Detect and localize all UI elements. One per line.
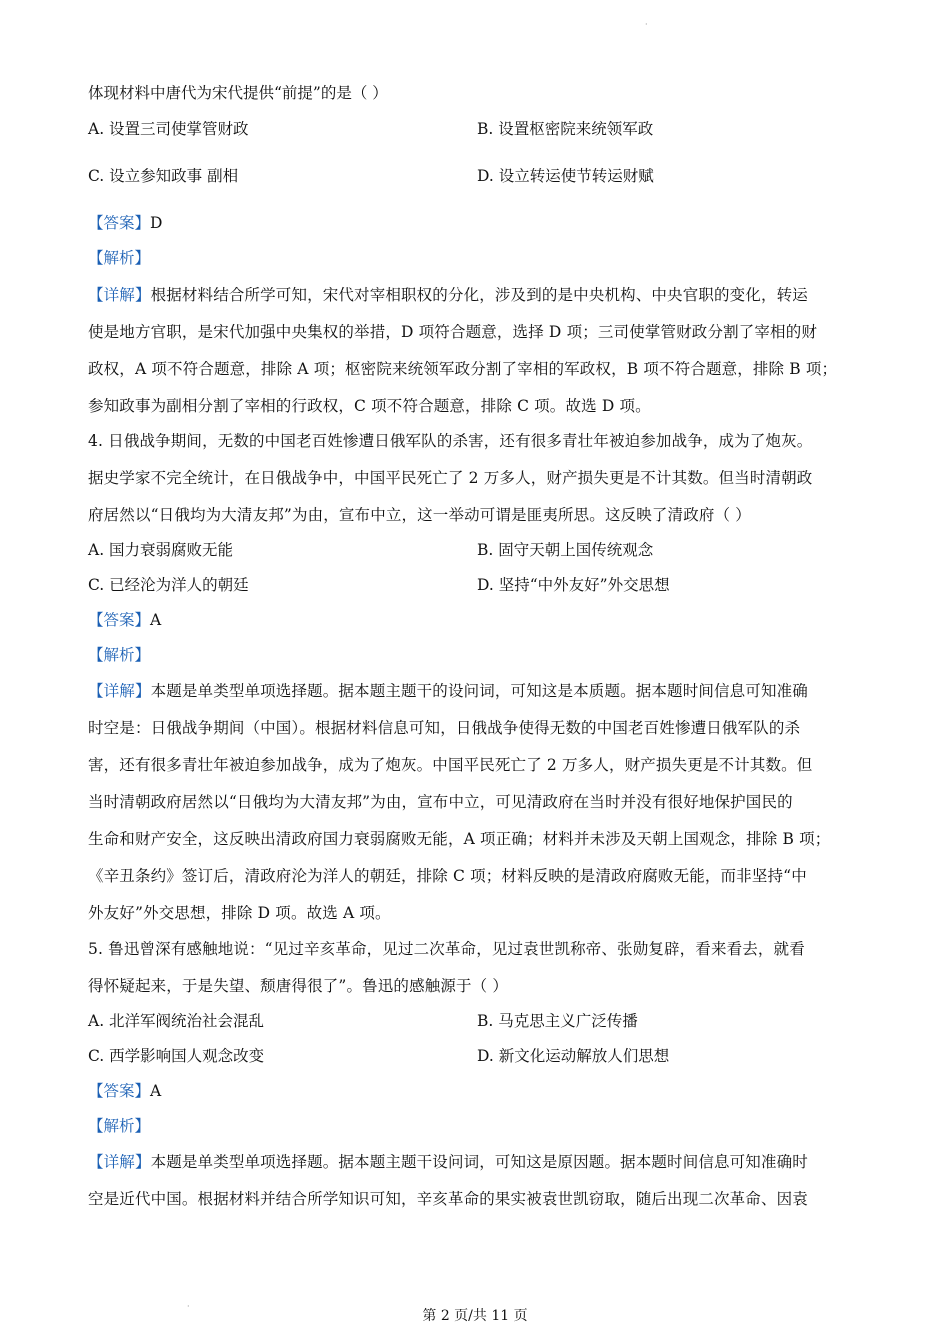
q3-answer xyxy=(88,211,162,233)
q4-option-a: A. 国力衰弱腐败无能 xyxy=(88,541,234,559)
page-number: 第 2 页/共 11 页 xyxy=(422,1308,528,1324)
detail-text: 本题是单类型单项选择题。据本题主题干的设问词，可知这是本质题。据本题时间信息可知准确 xyxy=(150,682,808,700)
q3-option-d: D. 设立转运使节转运财赋 xyxy=(477,167,654,185)
q5-option-c: C. 西学影响国人观念改变 xyxy=(88,1047,265,1065)
q5-detail-line xyxy=(88,1150,808,1172)
q3-detail-line: 参知政事为副相分割了宰相的行政权，C 项不符合题意，排除 C 项。故选 D 项。 xyxy=(88,397,651,415)
q3-option-a: A. 设置三司使掌管财政 xyxy=(88,120,249,138)
q5-stem-line: 得怀疑起来，于是失望、颓唐得很了”。鲁迅的感触源于（ ） xyxy=(88,977,509,995)
page-speck: · xyxy=(187,1302,190,1311)
q5-analysis-tag: 【解析】 xyxy=(88,1117,151,1135)
answer-value: A xyxy=(150,611,162,629)
q5-answer xyxy=(88,1079,161,1101)
q3-stem: 体现材料中唐代为宋代提供“前提”的是（ ） xyxy=(88,84,388,102)
q4-stem-line: 据史学家不完全统计，在日俄战争中，中国平民死亡了 2 万多人，财产损失更是不计其数。但当时清朝政 xyxy=(88,469,813,487)
q5-option-d: D. 新文化运动解放人们思想 xyxy=(477,1047,670,1065)
q5-option-b: B. 马克思主义广泛传播 xyxy=(477,1012,638,1030)
answer-value: A xyxy=(150,1082,162,1100)
q5-stem-line: 5. 鲁迅曾深有感触地说：“见过辛亥革命，见过二次革命，见过袁世凯称帝、张勋复辟，看来看去，就看 xyxy=(88,940,805,958)
q4-detail-line: 当时清朝政府居然以“日俄均为大清友邦”为由，宣布中立，可见清政府在当时并没有很好地保护国民的 xyxy=(88,793,793,811)
q4-detail-line: 时空是：日俄战争期间（中国）。根据材料信息可知，日俄战争使得无数的中国老百姓惨遭日俄军队的杀 xyxy=(88,719,801,737)
detail-tag: 【详解】 xyxy=(88,682,151,700)
q4-detail-line: 外友好”外交思想，排除 D 项。故选 A 项。 xyxy=(88,904,391,922)
detail-text: 根据材料结合所学可知，宋代对宰相职权的分化，涉及到的是中央机构、中央官职的变化，转运 xyxy=(150,286,808,304)
q4-stem-line: 4. 日俄战争期间，无数的中国老百姓惨遭日俄军队的杀害，还有很多青壮年被迫参加战争，成为了炮灰。 xyxy=(88,432,813,450)
answer-tag: 【答案】 xyxy=(88,611,151,629)
q3-detail-line xyxy=(88,283,808,305)
q4-option-c: C. 已经沦为洋人的朝廷 xyxy=(88,576,249,594)
q4-detail-line: 生命和财产安全，这反映出清政府国力衰弱腐败无能，A 项正确；材料并未涉及天朝上国观念，排除 B 项； xyxy=(88,830,831,848)
q3-detail-line: 政权，A 项不符合题意，排除 A 项；枢密院来统领军政分割了宰相的军政权，B 项不符合题意，排除 B 项； xyxy=(88,360,838,378)
q5-detail-line: 空是近代中国。根据材料并结合所学知识可知，辛亥革命的果实被袁世凯窃取，随后出现二次革命、因袁 xyxy=(88,1190,808,1208)
q3-detail-line: 使是地方官职，是宋代加强中央集权的举措，D 项符合题意，选择 D 项；三司使掌管财政分割了宰相的财 xyxy=(88,323,817,341)
q3-option-b: B. 设置枢密院来统领军政 xyxy=(477,120,654,138)
q3-option-c: C. 设立参知政事 副相 xyxy=(88,167,239,185)
q4-analysis-tag: 【解析】 xyxy=(88,646,151,664)
page-speck: · xyxy=(645,20,648,29)
detail-tag: 【详解】 xyxy=(88,1153,151,1171)
answer-tag: 【答案】 xyxy=(88,1082,151,1100)
q4-answer xyxy=(88,608,161,630)
detail-tag: 【详解】 xyxy=(88,286,151,304)
q5-option-a: A. 北洋军阀统治社会混乱 xyxy=(88,1012,265,1030)
q4-detail-line xyxy=(88,679,808,701)
q3-analysis-tag: 【解析】 xyxy=(88,249,151,267)
answer-value: D xyxy=(150,214,163,232)
q4-detail-line: 《辛丑条约》签订后，清政府沦为洋人的朝廷，排除 C 项；材料反映的是清政府腐败无能，而非坚持“中 xyxy=(88,867,807,885)
q4-option-b: B. 固守天朝上国传统观念 xyxy=(477,541,654,559)
q4-detail-line: 害，还有很多青壮年被迫参加战争，成为了炮灰。中国平民死亡了 2 万多人，财产损失更是不计其数。但 xyxy=(88,756,813,774)
q4-option-d: D. 坚持“中外友好”外交思想 xyxy=(477,576,670,594)
answer-tag: 【答案】 xyxy=(88,214,151,232)
q4-stem-line: 府居然以“日俄均为大清友邦”为由，宣布中立，这一举动可谓是匪夷所思。这反映了清政府（ ） xyxy=(88,506,751,524)
detail-text: 本题是单类型单项选择题。据本题主题干设问词，可知这是原因题。据本题时间信息可知准确时 xyxy=(150,1153,808,1171)
